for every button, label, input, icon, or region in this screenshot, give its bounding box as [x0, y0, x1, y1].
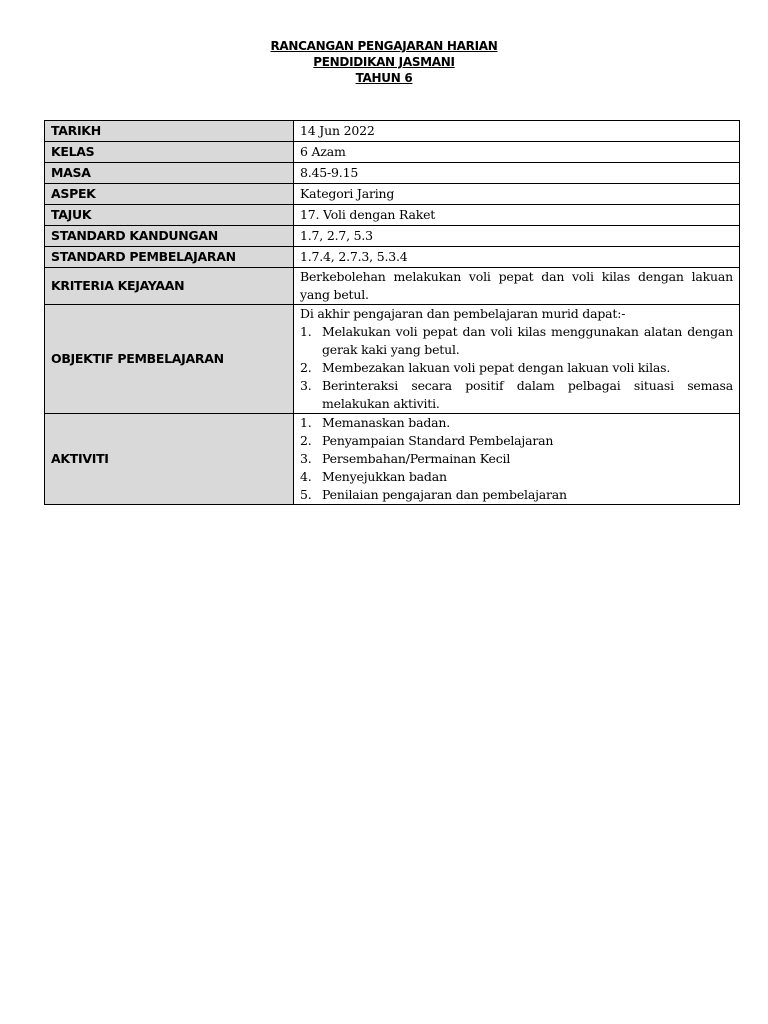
value-standard-kandungan: 1.7, 2.7, 5.3	[294, 226, 740, 247]
title-line-3: TAHUN 6	[355, 71, 413, 85]
list-item-number: 3.	[300, 378, 312, 393]
label-masa: MASA	[45, 163, 294, 184]
value-aspek: Kategori Jaring	[294, 184, 740, 205]
row-kriteria-kejayaan	[45, 268, 740, 305]
label-objektif-pembelajaran: OBJEKTIF PEMBELAJARAN	[45, 305, 294, 414]
list-item-text: Menyejukkan badan	[322, 469, 447, 484]
list-item-text: Penyampaian Standard Pembelajaran	[322, 433, 554, 448]
value-tajuk: 17. Voli dengan Raket	[294, 205, 740, 226]
row-tajuk	[45, 205, 740, 226]
row-standard-pembelajaran	[45, 247, 740, 268]
list-item	[300, 468, 733, 486]
list-item-number: 2.	[300, 433, 312, 448]
list-item-text: Persembahan/Permainan Kecil	[322, 451, 511, 466]
value-standard-pembelajaran: 1.7.4, 2.7.3, 5.3.4	[294, 247, 740, 268]
list-item-number: 1.	[300, 415, 312, 430]
list-item-number: 1.	[300, 324, 312, 339]
list-item	[300, 486, 733, 504]
list-item-text: Membezakan lakuan voli pepat dengan lakuan voli kilas.	[322, 360, 671, 375]
list-item-text: Berinteraksi secara positif dalam pelbagai situasi semasa melakukan aktiviti.	[322, 378, 733, 411]
row-kelas	[45, 142, 740, 163]
row-aktiviti	[45, 414, 740, 505]
label-standard-kandungan: STANDARD KANDUNGAN	[45, 226, 294, 247]
label-tajuk: TAJUK	[45, 205, 294, 226]
list-item-text: Melakukan voli pepat dan voli kilas menggunakan alatan dengan gerak kaki yang betul.	[322, 324, 733, 357]
list-item	[300, 359, 733, 377]
row-objektif-pembelajaran	[45, 305, 740, 414]
value-objektif-pembelajaran	[294, 305, 740, 414]
objektif-list	[300, 323, 733, 413]
label-aspek: ASPEK	[45, 184, 294, 205]
row-tarikh	[45, 121, 740, 142]
list-item	[300, 377, 733, 413]
document-title	[0, 38, 768, 86]
row-masa	[45, 163, 740, 184]
list-item	[300, 450, 733, 468]
value-aktiviti	[294, 414, 740, 505]
list-item-text: Penilaian pengajaran dan pembelajaran	[322, 487, 567, 502]
value-masa: 8.45-9.15	[294, 163, 740, 184]
title-line-2: PENDIDIKAN JASMANI	[313, 55, 455, 69]
label-kriteria-kejayaan: KRITERIA KEJAYAAN	[45, 268, 294, 305]
list-item	[300, 432, 733, 450]
label-tarikh: TARIKH	[45, 121, 294, 142]
title-line-1: RANCANGAN PENGAJARAN HARIAN	[270, 39, 498, 53]
value-kriteria-kejayaan: Berkebolehan melakukan voli pepat dan voli kilas dengan lakuan yang betul.	[294, 268, 740, 305]
list-item-number: 4.	[300, 469, 312, 484]
row-standard-kandungan	[45, 226, 740, 247]
row-aspek	[45, 184, 740, 205]
value-tarikh: 14 Jun 2022	[294, 121, 740, 142]
label-aktiviti: AKTIVITI	[45, 414, 294, 505]
list-item	[300, 414, 733, 432]
label-kelas: KELAS	[45, 142, 294, 163]
aktiviti-list	[300, 414, 733, 504]
list-item-number: 5.	[300, 487, 312, 502]
list-item-number: 3.	[300, 451, 312, 466]
value-kelas: 6 Azam	[294, 142, 740, 163]
objektif-intro: Di akhir pengajaran dan pembelajaran murid dapat:-	[300, 306, 626, 321]
list-item-text: Memanaskan badan.	[322, 415, 451, 430]
list-item	[300, 323, 733, 359]
list-item-number: 2.	[300, 360, 312, 375]
lesson-plan-table	[44, 120, 740, 505]
label-standard-pembelajaran: STANDARD PEMBELAJARAN	[45, 247, 294, 268]
